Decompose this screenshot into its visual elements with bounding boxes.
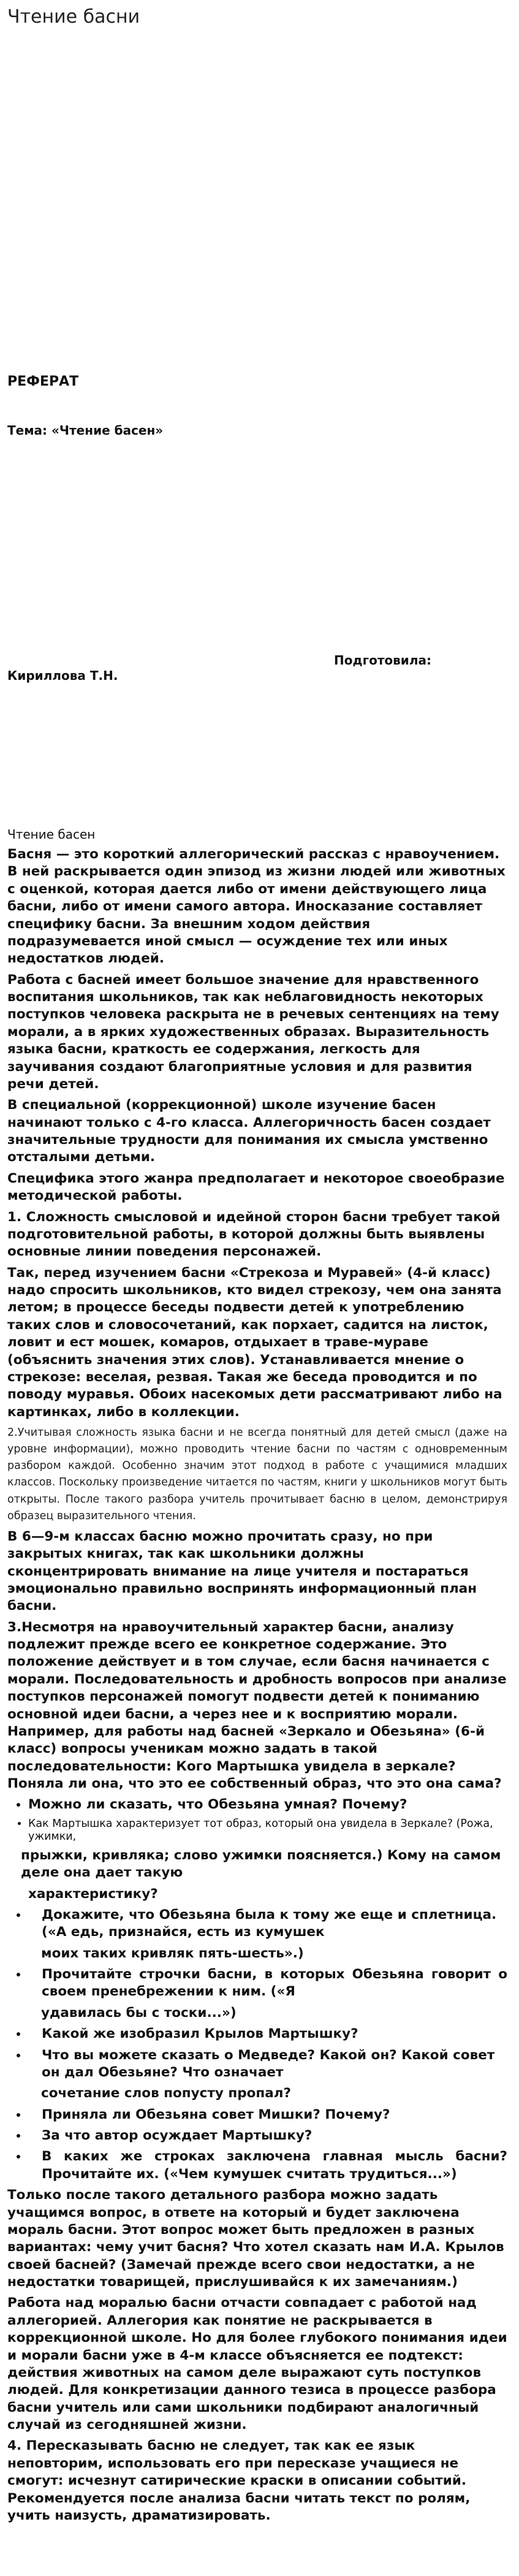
question-continuation: удавилась бы с тоски...») bbox=[41, 2005, 237, 2021]
report-label: РЕФЕРАТ bbox=[7, 374, 79, 389]
paragraph-9: 3.Несмотря на нравоучительный характер басни, анализу подлежит прежде всего ее конкретное содержание. Это положение действует и в том случае, если басня начинается с морали. Последовательность и дробность вопросов при анализе поступков персонажей помогут подвести детей к пониманию основной идеи басни, а через нее и к восприятию морали. Например, для работы над басней «Зеркало и Обезьяна» (6-й класс) вопросы ученикам можно задать в такой последовательности: Кого Мартышка увидела в зеркале? Поняла ли она, что это ее собственный образ, что это она сама? bbox=[7, 1619, 507, 1791]
question-item: • Можно ли сказать, что Обезьяна умная? Почему? bbox=[28, 1796, 507, 1813]
question-item: • Какой же изобразил Крылов Мартышку? bbox=[28, 2025, 507, 2043]
paragraph-3: В специальной (коррекционной) школе изучение басен начинают только с 4-го класса. Аллегоричность басен создает значительные трудности для понимания их смысла умственно отсталыми детьми. bbox=[7, 1097, 491, 1165]
question-item: • Докажите, что Обезьяна была к тому же еще и сплетница. («А едь, признайся, есть из кумушек bbox=[28, 1907, 507, 1942]
question-continuation: сочетание слов попусту пропал? bbox=[41, 2086, 291, 2102]
question-item: • Приняла ли Обезьяна совет Мишки? Почему? bbox=[28, 2106, 507, 2124]
paragraph-11: Работа над моралью басни отчасти совпадает с работой над аллегорией. Аллегория как понятие не раскрывается в коррекционной школе. Но для более глубокого понимания идеи и морали басни уже в 4-м классе объясняется ее подтекст: действия животных на самом деле выражают суть поступков людей. Для конкретизации данного тезиса в процессе разбора басни учитель или сами школьники подбирают аналогичный случай из сегодняшней жизни. bbox=[7, 2295, 507, 2433]
article-body bbox=[7, 826, 507, 2528]
report-topic: Тема: «Чтение басен» bbox=[7, 423, 164, 438]
question-item: • В каких же строках заключена главная мысль басни? Прочитайте их. («Чем кумушек считать трудиться...») bbox=[28, 2148, 507, 2183]
question-item: • За что автор осуждает Мартышку? bbox=[28, 2127, 507, 2144]
document-title: Чтение басни bbox=[7, 6, 140, 28]
question-list bbox=[7, 1907, 507, 1942]
prepared-by-label: Подготовила: bbox=[334, 653, 431, 668]
paragraph-12: 4. Пересказывать басню не следует, так как ее язык неповторим, использовать его при пересказе учащиеся не смогут: исчезнут сатирические краски в описании событий. Рекомендуется после анализа басни читать текст по ролям, учить наизусть, драматизировать. bbox=[7, 2438, 471, 2523]
question-list bbox=[7, 2025, 507, 2081]
question-continuation: моих таких кривляк пять-шесть».) bbox=[41, 1945, 304, 1961]
question-item: • Прочитайте строчки басни, в которых Обезьяна говорит о своем пренебрежении к ним. («Я bbox=[28, 1966, 507, 2001]
paragraph-7: 2.Учитывая сложность языка басни и не всегда понятный для детей смысл (даже на уровне информации), можно проводить чтение басни по частям с одновременным разбором каждой. Особенно значим этот подход в работе с учащимися младших классов. Поскольку произведение читается по частям, книги у школьников могут быть открыты. После такого разбора учитель прочитывает басню в целом, демонстрируя образец выразительного чтения. bbox=[7, 1427, 507, 1522]
question-item: • Как Мартышка характеризует тот образ, который она увидела в Зеркале? (Рожа, ужимки, bbox=[28, 1818, 507, 1843]
question-list bbox=[7, 2106, 507, 2184]
section-title: Чтение басен bbox=[7, 827, 96, 842]
author-name: Кириллова Т.Н. bbox=[7, 668, 118, 683]
question-item: • Что вы можете сказать о Медведе? Какой он? Какой совет он дал Обезьяне? Что означает bbox=[28, 2047, 507, 2082]
paragraph-10: Только после такого детального разбора можно задать учащимся вопрос, в ответе на который и будет заключена мораль басни. Этот вопрос может быть предложен в разных вариантах: чему учит басня? Что хотел сказать нам И.А. Крылов своей басней? (Замечай прежде всего свои недостатки, а не недостатки товарищей, прислушивайся к их замечаниям.) bbox=[7, 2187, 504, 2290]
question-list bbox=[7, 1966, 507, 2001]
question-list bbox=[7, 1796, 507, 1843]
question-continuation: характеристику? bbox=[28, 1886, 158, 1902]
paragraph-6: Так, перед изучением басни «Стрекоза и Муравей» (4-й класс) надо спросить школьников, кто видел стрекозу, чем она занята летом; в процессе беседы подвести детей к употреблению таких слов и словосочетаний, как порхает, садится на листок, ловит и ест мошек, комаров, отдыхает в траве-мураве (объяснить значения этих слов). Устанавливается мнение о стрекозе: веселая, резвая. Такая же беседа проводится и по поводу муравья. Обоих насекомых дети рассматривают либо на картинках, либо в коллекции. bbox=[7, 1265, 502, 1420]
question-continuation: прыжки, кривляка; слово ужимки поясняется.) Кому на самом деле она дает такую bbox=[21, 1847, 501, 1881]
paragraph-8: В 6—9-м классах басню можно прочитать сразу, но при закрытых книгах, так как школьники должны сконцентрировать внимание на лице учителя и постараться эмоционально правильно воспринять информационный план басни. bbox=[7, 1528, 477, 1614]
paragraph-1: Басня — это короткий аллегорический рассказ с нравоучением. В ней раскрывается один эпизод из жизни людей или животных с оценкой, которая дается либо от имени действующего лица басни, либо от имени самого автора. Иносказание составляет специфику басни. За внешним ходом действия подразумевается иной смысл — осуждение тех или иных недостатков людей. bbox=[7, 847, 506, 967]
paragraph-2: Работа с басней имеет большое значение для нравственного воспитания школьников, так как неблаговидность некоторых поступков человека раскрыта не в речевых сентенциях на тему морали, а в ярких художественных образах. Выразительность языка басни, краткость ее содержания, легкость для заучивания создают благоприятные условия и для развития речи детей. bbox=[7, 972, 499, 1092]
paragraph-5: 1. Сложность смысловой и идейной сторон басни требует такой подготовительной работы, в которой должны быть выявлены основные линии поведения персонажей. bbox=[7, 1209, 501, 1260]
paragraph-4: Специфика этого жанра предполагает и некоторое своеобразие методической работы. bbox=[7, 1170, 505, 1204]
